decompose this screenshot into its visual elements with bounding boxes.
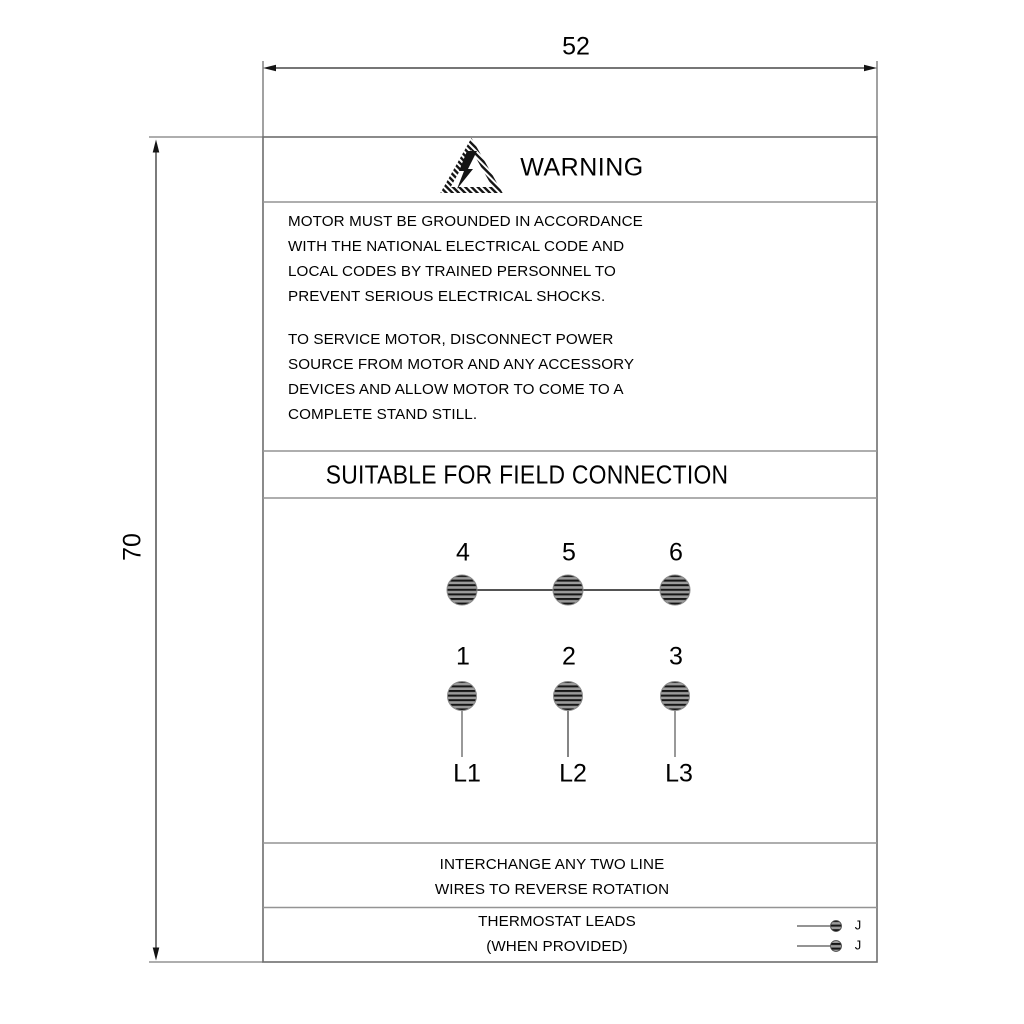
width-dimension-value: 52 (562, 32, 590, 61)
arrowhead-bottom (153, 948, 160, 961)
arrowhead-top (153, 140, 160, 153)
thermostat-lead-label-2: J (854, 937, 862, 953)
lead-label-L2: L2 (559, 759, 587, 788)
service-notice (288, 327, 634, 427)
terminal-3 (661, 682, 690, 711)
thermostat-lead-symbols (797, 921, 842, 952)
thermostat-terminal-2 (831, 941, 842, 952)
thermostat-lead-label-1: J (854, 917, 862, 933)
terminal-number-4: 4 (456, 538, 470, 567)
thermostat-terminal-1 (831, 921, 842, 932)
grounding-line-4: PREVENT SERIOUS ELECTRICAL SHOCKS. (288, 288, 606, 305)
lead-label-L1: L1 (453, 759, 481, 788)
height-dimension-graphic (149, 137, 263, 962)
terminal-2 (554, 682, 583, 711)
field-connection-title: SUITABLE FOR FIELD CONNECTION (325, 459, 729, 490)
terminal-4 (447, 575, 477, 605)
thermostat-notice (478, 909, 636, 959)
arrowhead-right (864, 65, 877, 72)
terminal-number-2: 2 (562, 642, 576, 671)
service-line-3: DEVICES AND ALLOW MOTOR TO COME TO A (288, 381, 624, 398)
service-line-4: COMPLETE STAND STILL. (288, 406, 478, 423)
terminal-number-3: 3 (669, 642, 683, 671)
grounding-line-1: MOTOR MUST BE GROUNDED IN ACCORDANCE (288, 213, 643, 230)
service-line-1: TO SERVICE MOTOR, DISCONNECT POWER (288, 331, 614, 348)
height-dimension-value: 70 (118, 533, 147, 561)
terminal-5 (553, 575, 583, 605)
service-line-2: SOURCE FROM MOTOR AND ANY ACCESSORY (288, 356, 635, 373)
warning-title: WARNING (520, 153, 644, 182)
grounding-line-3: LOCAL CODES BY TRAINED PERSONNEL TO (288, 263, 616, 280)
grounding-notice (288, 209, 643, 309)
grounding-line-2: WITH THE NATIONAL ELECTRICAL CODE AND (288, 238, 625, 255)
thermostat-line-1: THERMOSTAT LEADS (478, 913, 636, 930)
arrowhead-left (263, 65, 276, 72)
high-voltage-triangle-icon (446, 144, 498, 190)
lightning-bolt-icon (457, 151, 477, 189)
width-dimension-graphic (263, 61, 877, 137)
terminal-1 (448, 682, 477, 711)
lead-label-L3: L3 (665, 759, 693, 788)
rotation-notice (435, 852, 669, 902)
thermostat-line-2: (WHEN PROVIDED) (486, 938, 628, 955)
triangle-hatched-border (446, 144, 498, 190)
terminal-number-1: 1 (456, 642, 470, 671)
rotation-line-2: WIRES TO REVERSE ROTATION (434, 881, 670, 898)
terminal-6 (660, 575, 690, 605)
terminal-number-6: 6 (669, 538, 683, 567)
terminal-number-5: 5 (562, 538, 576, 567)
rotation-line-1: INTERCHANGE ANY TWO LINE (439, 856, 665, 873)
